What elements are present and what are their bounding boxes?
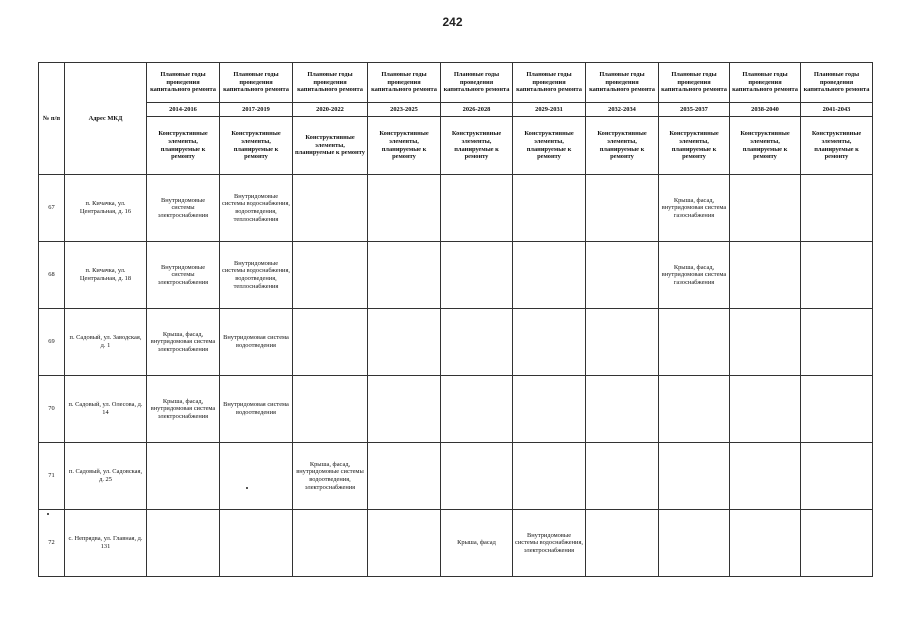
row-number: 68 (39, 242, 65, 309)
repair-cell (293, 242, 368, 309)
period-title: Плановые годы проведения капитального ремонта (147, 63, 220, 103)
repair-cell: Крыша, фасад, внутридомовая система электроснабжения (147, 376, 220, 443)
repair-cell: Внутридомовая система водоотведения (220, 309, 293, 376)
repair-cell (293, 510, 368, 577)
repair-cell: Внутридомовая система водоотведения (220, 376, 293, 443)
repair-cell (293, 376, 368, 443)
table-row (39, 376, 873, 443)
repair-cell: Внутридомовые системы электроснабжения (147, 242, 220, 309)
repair-cell (730, 443, 801, 510)
row-address: п. Кичачка, ул. Центральная, д. 18 (65, 242, 147, 309)
row-address: п. Садовый, ул. Заводская, д. 1 (65, 309, 147, 376)
header-row-years (39, 103, 873, 117)
repair-cell (586, 309, 659, 376)
repair-cell (441, 376, 513, 443)
elements-label: Конструктивные элементы, планируемые к ремонту (513, 117, 586, 175)
row-address: п. Кичачка, ул. Центральная, д. 16 (65, 175, 147, 242)
repair-cell (586, 510, 659, 577)
repair-cell (659, 309, 730, 376)
repair-cell (147, 510, 220, 577)
repair-cell (293, 175, 368, 242)
scan-speck (246, 487, 248, 489)
row-number: 70 (39, 376, 65, 443)
period-years: 2029-2031 (513, 103, 586, 117)
repair-cell (368, 175, 441, 242)
row-address: п. Садовый, ул. Олесова, д. 14 (65, 376, 147, 443)
repair-cell (730, 309, 801, 376)
elements-label: Конструктивные элементы, планируемые к ремонту (801, 117, 873, 175)
repair-cell: Внутридомовые системы водоснабжения, водоотведения, теплоснабжения (220, 175, 293, 242)
column-header-address: Адрес МКД (65, 63, 147, 175)
table-row (39, 175, 873, 242)
repair-cell (801, 376, 873, 443)
period-years: 2020-2022 (293, 103, 368, 117)
row-number: 67 (39, 175, 65, 242)
repair-cell (801, 510, 873, 577)
repair-cell (441, 309, 513, 376)
repair-cell (441, 443, 513, 510)
repair-cell (801, 309, 873, 376)
header-row-elements (39, 117, 873, 175)
table-row (39, 443, 873, 510)
repair-cell (220, 510, 293, 577)
period-title: Плановые годы проведения капитального ремонта (441, 63, 513, 103)
period-title: Плановые годы проведения капитального ремонта (659, 63, 730, 103)
repair-cell (730, 376, 801, 443)
repair-cell (368, 443, 441, 510)
period-title: Плановые годы проведения капитального ремонта (513, 63, 586, 103)
elements-label: Конструктивные элементы, планируемые к ремонту (441, 117, 513, 175)
page-number: 242 (442, 15, 463, 29)
repair-cell (659, 443, 730, 510)
period-title: Плановые годы проведения капитального ремонта (220, 63, 293, 103)
elements-label: Конструктивные элементы, планируемые к ремонту (147, 117, 220, 175)
row-address: п. Садовый, ул. Садовская, д. 25 (65, 443, 147, 510)
repair-cell (368, 242, 441, 309)
repair-cell (368, 376, 441, 443)
repair-cell (730, 510, 801, 577)
period-title: Плановые годы проведения капитального ремонта (801, 63, 873, 103)
repair-cell (586, 376, 659, 443)
period-title: Плановые годы проведения капитального ремонта (586, 63, 659, 103)
repair-cell (513, 443, 586, 510)
repair-cell (586, 242, 659, 309)
row-number: 69 (39, 309, 65, 376)
repair-cell (659, 376, 730, 443)
repair-cell (368, 510, 441, 577)
period-title: Плановые годы проведения капитального ремонта (368, 63, 441, 103)
elements-label: Конструктивные элементы, планируемые к ремонту (293, 117, 368, 175)
period-title: Плановые годы проведения капитального ремонта (730, 63, 801, 103)
period-years: 2014-2016 (147, 103, 220, 117)
elements-label: Конструктивные элементы, планируемые к ремонту (220, 117, 293, 175)
period-years: 2038-2040 (730, 103, 801, 117)
period-years: 2035-2037 (659, 103, 730, 117)
capital-repair-plan-table (38, 62, 873, 577)
period-years: 2023-2025 (368, 103, 441, 117)
table-row (39, 242, 873, 309)
repair-cell (801, 443, 873, 510)
period-years: 2026-2028 (441, 103, 513, 117)
repair-cell: Крыша, фасад, внутридомовая система газоснабжения (659, 175, 730, 242)
repair-cell (801, 175, 873, 242)
repair-cell (293, 309, 368, 376)
header-row-title (39, 63, 873, 103)
period-title: Плановые годы проведения капитального ремонта (293, 63, 368, 103)
repair-cell (659, 510, 730, 577)
period-years: 2032-2034 (586, 103, 659, 117)
row-number: 71 (39, 443, 65, 510)
repair-cell (801, 242, 873, 309)
repair-cell (586, 175, 659, 242)
elements-label: Конструктивные элементы, планируемые к ремонту (730, 117, 801, 175)
row-address: с. Непрядва, ул. Главная, д. 131 (65, 510, 147, 577)
repair-cell (513, 309, 586, 376)
repair-cell (730, 175, 801, 242)
elements-label: Конструктивные элементы, планируемые к ремонту (368, 117, 441, 175)
repair-cell: Внутридомовые системы электроснабжения (147, 175, 220, 242)
repair-cell: Крыша, фасад, внутридомовые системы водоотведения, электроснабжения (293, 443, 368, 510)
scan-speck (47, 513, 49, 515)
repair-cell (513, 376, 586, 443)
repair-cell (220, 443, 293, 510)
repair-cell (730, 242, 801, 309)
repair-cell (147, 443, 220, 510)
repair-cell: Крыша, фасад (441, 510, 513, 577)
repair-cell (586, 443, 659, 510)
repair-cell (441, 175, 513, 242)
repair-cell: Внутридомовые системы водоснабжения, электроснабжения (513, 510, 586, 577)
elements-label: Конструктивные элементы, планируемые к ремонту (586, 117, 659, 175)
table-row (39, 510, 873, 577)
table-row (39, 309, 873, 376)
repair-cell (513, 242, 586, 309)
repair-cell: Крыша, фасад, внутридомовая система электроснабжения (147, 309, 220, 376)
column-header-number: № п/п (39, 63, 65, 175)
repair-cell: Крыша, фасад, внутридомовая система газоснабжения (659, 242, 730, 309)
elements-label: Конструктивные элементы, планируемые к ремонту (659, 117, 730, 175)
period-years: 2041-2043 (801, 103, 873, 117)
repair-cell (441, 242, 513, 309)
repair-cell (368, 309, 441, 376)
repair-cell: Внутридомовые системы водоснабжения, водоотведения, теплоснабжения (220, 242, 293, 309)
row-number: 72 (39, 510, 65, 577)
period-years: 2017-2019 (220, 103, 293, 117)
repair-cell (513, 175, 586, 242)
